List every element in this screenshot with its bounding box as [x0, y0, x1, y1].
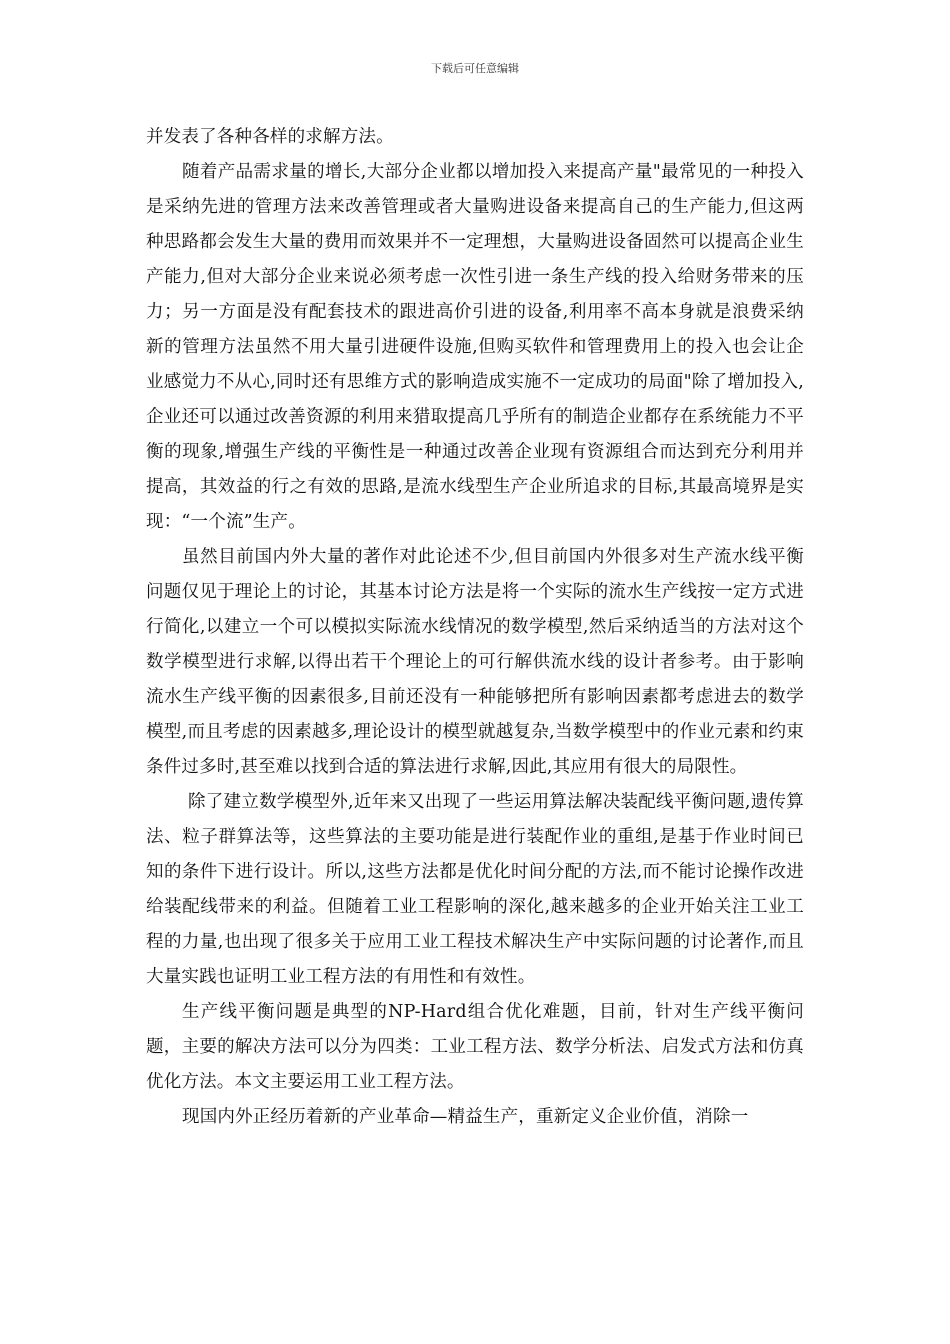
- paragraph-investment: 随着产品需求量的增长,大部分企业都以增加投入来提高产量"最常见的一种投入是采纳先进的管理方法来改善管理或者大量购进设备来提高自己的生产能力,但这两种思路都会发生大量的费用而效果并不一定理想，大量购进设备固然可以提高企业生产能力,但对大部分企业来说必须考虑一次性引进一条生产线的投入给财务带来的压力；另一方面是没有配套技术的跟进高价引进的设备,利用率不高本身就是浪费采纳新的管理方法虽然不用大量引进硬件设施,但购买软件和管理费用上的投入也会让企业感觉力不从心,同时还有思维方式的影响造成实施不一定成功的局面"除了增加投入,企业还可以通过改善资源的利用来猎取提高几乎所有的制造企业都存在系统能力不平衡的现象,增强生产线的平衡性是一种通过改善企业现有资源组合而达到充分利用并提高，其效益的行之有效的思路,是流水线型生产企业所追求的目标,其最高境界是实现：“一个流”生产。: [146, 162, 804, 532]
- paragraph-np-hard: 生产线平衡问题是典型的NP-Hard组合优化难题，目前，针对生产线平衡问题，主要的解决方法可以分为四类：工业工程方法、数学分析法、启发式方法和仿真优化方法。本文主要运用工业工程方法。: [146, 1002, 804, 1092]
- paragraph-lean: 现国内外正经历着新的产业革命—精益生产，重新定义企业价值，消除一: [182, 1107, 749, 1127]
- document-body: [146, 120, 804, 1135]
- paragraph-algorithms: 除了建立数学模型外,近年来又出现了一些运用算法解决装配线平衡问题,遗传算法、粒子群算法等，这些算法的主要功能是进行装配作业的重组,是基于作业时间已知的条件下进行设计。所以,这些方法都是优化时间分配的方法,而不能讨论操作改进给装配线带来的利益。但随着工业工程影响的深化,越来越多的企业开始关注工业工程的力量,也出现了很多关于应用工业工程技术解决生产中实际问题的讨论著作,而且大量实践也证明工业工程方法的有用性和有效性。: [146, 792, 804, 987]
- paragraph-continuation: 并发表了各种各样的求解方法。: [146, 127, 394, 147]
- paragraph-theory: 虽然目前国内外大量的著作对此论述不少,但目前国内外很多对生产流水线平衡问题仅见于理论上的讨论，其基本讨论方法是将一个实际的流水生产线按一定方式进行简化,以建立一个可以模拟实际流水线情况的数学模型,然后采纳适当的方法对这个数学模型进行求解,以得出若干个理论上的可行解供流水线的设计者参考。由于影响流水生产线平衡的因素很多,目前还没有一种能够把所有影响因素都考虑进去的数学模型,而且考虑的因素越多,理论设计的模型就越复杂,当数学模型中的作业元素和约束条件过多时,甚至难以找到合适的算法进行求解,因此,其应用有很大的局限性。: [146, 547, 804, 777]
- page-header: 下载后可任意编辑: [431, 62, 519, 75]
